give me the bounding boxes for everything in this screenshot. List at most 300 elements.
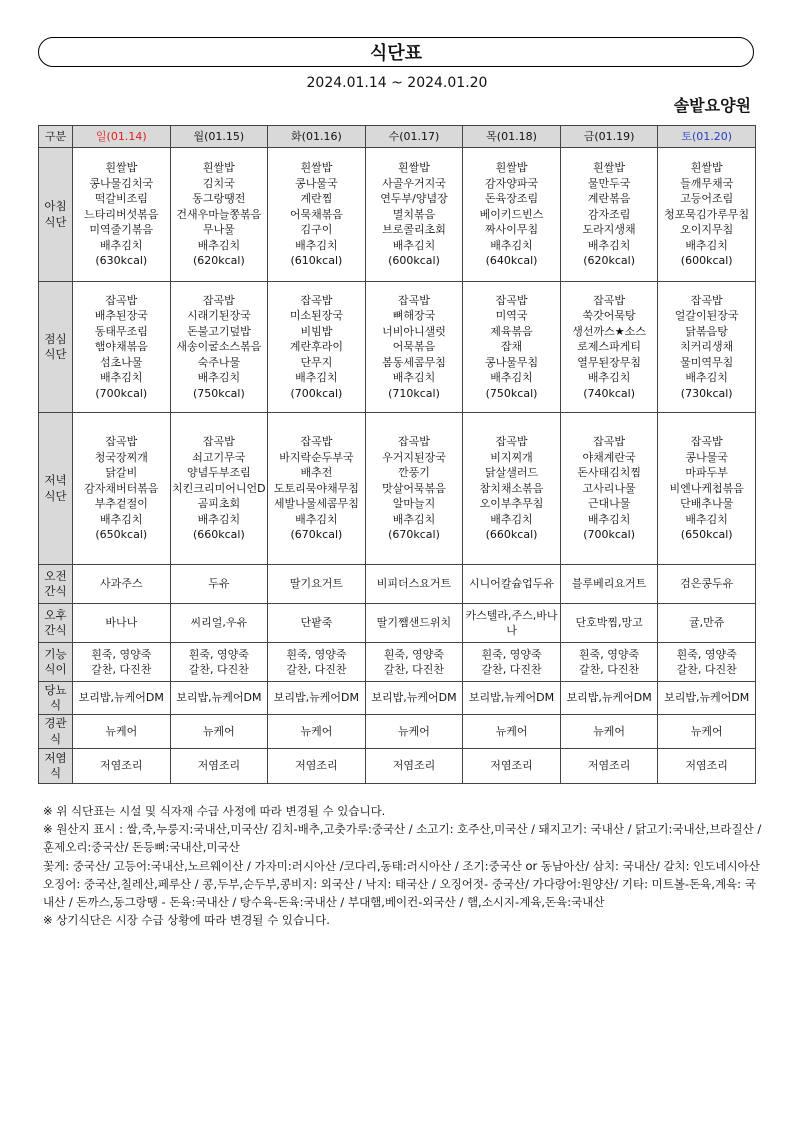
menu-item: (600kcal)	[388, 254, 440, 268]
menu-cell	[658, 715, 756, 749]
menu-item: 갈찬, 다진찬	[286, 663, 347, 676]
day-header-mon: 월(01.15)	[170, 126, 268, 148]
menu-cell	[463, 148, 561, 282]
menu-item: 저염조리	[392, 759, 436, 773]
menu-cell	[170, 148, 268, 282]
menu-item: 배추김치	[295, 238, 338, 252]
menu-item: 배추김치	[100, 238, 143, 252]
menu-item: 콩나물김치국	[89, 176, 154, 190]
menu-item: 무나물	[202, 223, 235, 237]
menu-item: 잡곡밥	[300, 435, 333, 449]
menu-cell	[73, 565, 171, 604]
note-line: ※ 상기식단은 시장 수급 상황에 따라 변경될 수 있습니다.	[43, 913, 330, 928]
menu-item: 흰죽, 영양죽	[481, 647, 542, 661]
menu-item: 블루베리요거트	[571, 577, 647, 591]
menu-item: 뉴케어	[202, 724, 235, 738]
menu-item: 흰죽, 영양죽	[286, 647, 347, 661]
menu-item: 떡갈비조림	[94, 192, 148, 206]
menu-item: 햄야채볶음	[94, 340, 148, 354]
menu-item: 비피더스요거트	[376, 577, 452, 591]
menu-item: 청국장찌개	[94, 450, 148, 464]
table-row-afternoon-snack	[39, 604, 756, 643]
menu-item: 미역줄기볶음	[89, 223, 154, 237]
day-header-sat: 토(01.20)	[658, 126, 756, 148]
menu-item: 카스텔라,주스,바나나	[465, 608, 558, 637]
menu-item: 비엔나케첩볶음	[669, 481, 744, 495]
note-line: 오징어: 중국산,칠레산,페루산 / 콩,두부,순두부,콩비지: 외국산 / 낙지: 태국산 / 오징어젓- 중국산/ 가다랑어:원양산/ 기타: 미트볼-돈육,계육: 국내산 / 돈까스,동그랑땡 - 돈육:국내산 / 탕수육-돈육:국내산 / 부대햄,베이컨-외국산 / 햄,소시지-계육,돈육:국내산	[43, 876, 756, 910]
menu-cell	[365, 604, 463, 643]
menu-cell	[560, 413, 658, 565]
menu-item: (700kcal)	[95, 386, 148, 400]
menu-item: (750kcal)	[485, 386, 538, 400]
menu-item: 배추김치	[392, 371, 436, 385]
menu-item: (650kcal)	[680, 528, 733, 542]
menu-cell	[170, 682, 268, 715]
menu-cell	[463, 565, 561, 604]
menu-item: 너비아니샐럿	[382, 324, 446, 338]
row-label-diabetic-diet	[39, 682, 73, 715]
row-label-line: 당뇨	[44, 682, 67, 697]
menu-cell	[268, 148, 366, 282]
menu-item: 로제스파게티	[577, 340, 641, 354]
menu-item: 딸기요거트	[289, 577, 343, 591]
menu-item: 보리밥,뉴케어DM	[78, 691, 164, 705]
menu-item: 흰죽, 영양죽	[676, 647, 737, 661]
menu-cell	[463, 604, 561, 643]
menu-cell	[560, 565, 658, 604]
menu-item: 배추김치	[685, 512, 728, 526]
menu-cell	[268, 643, 366, 682]
menu-item: 치커리생채	[680, 340, 734, 354]
menu-item: 보리밥,뉴케어DM	[664, 691, 750, 705]
menu-item: 저염조리	[197, 759, 241, 773]
menu-item: 야채계란국	[582, 450, 636, 464]
menu-item: 닭갈비	[105, 466, 138, 480]
menu-item: 물만두국	[587, 176, 631, 190]
menu-item: 짜사이무침	[484, 223, 539, 237]
menu-cell	[463, 682, 561, 715]
menu-item: 흰쌀밥	[105, 161, 138, 175]
row-label-line: 오후	[44, 607, 67, 622]
menu-item: 우거지된장국	[382, 450, 446, 464]
menu-cell	[365, 715, 463, 749]
menu-item: (610kcal)	[290, 254, 343, 268]
menu-item: 쇠고기무국	[192, 450, 246, 464]
menu-cell	[658, 643, 756, 682]
menu-item: (700kcal)	[583, 528, 635, 542]
menu-cell	[365, 682, 463, 715]
menu-item: (640kcal)	[485, 254, 538, 268]
menu-item: 쑥갓어묵탕	[582, 309, 636, 323]
menu-cell	[560, 643, 658, 682]
menu-item: 어묵채볶음	[289, 207, 343, 221]
menu-item: 돈육장조림	[484, 192, 539, 206]
menu-item: (750kcal)	[192, 386, 245, 400]
menu-item: 양념두부조림	[186, 466, 251, 480]
menu-item: 잡곡밥	[105, 293, 138, 307]
menu-item: 잡곡밥	[690, 435, 723, 449]
notes-section	[43, 802, 763, 929]
menu-item: 감자조림	[587, 207, 631, 221]
menu-item: 콩나물무침	[484, 355, 539, 369]
menu-item: 베이키드빈스	[479, 207, 544, 221]
menu-item: 잡곡밥	[300, 293, 333, 307]
table-row-diabetic-diet	[39, 682, 756, 715]
menu-cell	[73, 643, 171, 682]
day-header-wed: 수(01.17)	[365, 126, 463, 148]
menu-item: 바나나	[105, 616, 138, 630]
menu-item: 브로콜리초회	[382, 223, 446, 237]
menu-item: 닭살샐러드	[484, 466, 539, 480]
menu-item: 단배추나물	[680, 497, 734, 511]
menu-item: 흰죽, 영양죽	[383, 647, 445, 661]
menu-cell	[463, 282, 561, 413]
row-label-line: 식단	[44, 347, 67, 361]
menu-item: 흰쌀밥	[593, 161, 626, 175]
table-row-morning-snack	[39, 565, 756, 604]
note-line: 꽃게: 중국산/ 고등어:국내산,노르웨이산 / 가자미:러시아산 /코다리,동태:러시아산 / 조기:중국산 or 동남아산/ 삼치: 국내산/ 갈치: 인도네시아산	[43, 858, 760, 873]
menu-item: (620kcal)	[583, 254, 635, 268]
facility-name: 솔밭요양원	[673, 96, 751, 115]
menu-item: (660kcal)	[485, 528, 538, 542]
menu-table-body	[39, 148, 756, 784]
menu-item: 배추김치	[197, 371, 241, 385]
menu-item: 얼갈이된장국	[674, 309, 739, 323]
menu-cell	[73, 715, 171, 749]
menu-item: 미소된장국	[289, 309, 343, 323]
menu-item: 뼈해장국	[392, 309, 436, 323]
menu-item: 시래기된장국	[186, 309, 251, 323]
menu-cell	[463, 643, 561, 682]
menu-item: 흰쌀밥	[690, 161, 723, 175]
menu-item: 돈사태김치찜	[577, 466, 641, 480]
menu-cell	[365, 413, 463, 565]
menu-cell	[658, 604, 756, 643]
menu-item: 저염조리	[587, 759, 631, 773]
menu-item: 잡채	[500, 340, 523, 354]
day-header-sun: 일(01.14)	[73, 126, 171, 148]
menu-item: 잡곡밥	[593, 435, 626, 449]
menu-item: 흰죽, 영양죽	[188, 647, 249, 661]
menu-item: 뉴케어	[300, 724, 333, 738]
menu-item: 잡곡밥	[202, 435, 235, 449]
menu-item: 배추김치	[490, 512, 533, 526]
menu-item: 검은콩두유	[680, 577, 734, 591]
menu-item: 시니어칼슘업두유	[469, 577, 555, 591]
row-label-line: 아침	[44, 199, 67, 213]
menu-item: 두유	[208, 577, 230, 591]
menu-cell	[170, 715, 268, 749]
row-label-line: 식이	[44, 662, 67, 676]
menu-cell	[560, 682, 658, 715]
menu-item: 참치채소볶음	[479, 481, 544, 495]
menu-item: 배추김치	[587, 238, 631, 252]
menu-item: 뉴케어	[398, 724, 430, 738]
menu-item: 배추김치	[587, 512, 631, 526]
menu-item: 보리밥,뉴케어DM	[566, 691, 652, 705]
menu-item: 곰피초회	[197, 497, 241, 511]
menu-cell	[73, 282, 171, 413]
menu-item: 잡곡밥	[398, 293, 430, 307]
menu-item: 미역국	[495, 309, 528, 323]
menu-item: (620kcal)	[192, 254, 245, 268]
row-label-line: 경관	[44, 716, 67, 730]
menu-item: 들깨무채국	[680, 176, 734, 190]
menu-cell	[560, 715, 658, 749]
menu-item: 갈찬, 다진찬	[383, 663, 445, 676]
menu-item: 콩나물국	[295, 176, 338, 190]
menu-item: 흰쌀밥	[202, 161, 235, 175]
menu-item: 배추전	[300, 466, 333, 480]
menu-item: 단무지	[300, 355, 333, 369]
menu-item: 저염조리	[100, 759, 143, 773]
menu-cell	[463, 749, 561, 784]
menu-item: 갈찬, 다진찬	[188, 663, 249, 676]
menu-table	[38, 125, 756, 784]
menu-cell	[560, 749, 658, 784]
menu-item: 보리밥,뉴케어DM	[371, 691, 457, 705]
menu-item: (660kcal)	[192, 528, 245, 542]
table-row-low-salt-diet	[39, 749, 756, 784]
menu-item: 마파두부	[685, 466, 728, 480]
table-row-functional-diet	[39, 643, 756, 682]
menu-item: 갈찬, 다진찬	[579, 663, 640, 676]
menu-item: 닭볶음탕	[685, 324, 728, 338]
menu-item: 동그랑땡전	[192, 192, 246, 206]
row-label-afternoon-snack	[39, 604, 73, 643]
menu-cell	[73, 682, 171, 715]
menu-item: 느타리버섯볶음	[84, 207, 159, 221]
menu-cell	[658, 282, 756, 413]
menu-item: 도라지생채	[582, 223, 636, 237]
menu-cell	[365, 749, 463, 784]
menu-cell	[268, 749, 366, 784]
menu-item: 콩나물국	[685, 450, 728, 464]
menu-cell	[170, 413, 268, 565]
table-row-dinner	[39, 413, 756, 565]
menu-item: (700kcal)	[290, 386, 343, 400]
menu-item: 고사리나물	[582, 481, 636, 495]
menu-item: (670kcal)	[290, 528, 343, 542]
menu-item: 사과주스	[100, 577, 143, 591]
row-label-morning-snack	[39, 565, 73, 604]
menu-cell	[268, 565, 366, 604]
row-label-low-salt-diet	[39, 749, 73, 784]
menu-item: 비빔밥	[300, 324, 333, 338]
menu-item: 김치국	[202, 176, 235, 190]
menu-item: 숙주나물	[197, 355, 241, 369]
menu-item: 저염조리	[295, 759, 338, 773]
menu-cell	[463, 715, 561, 749]
day-header-thu: 목(01.18)	[463, 126, 561, 148]
menu-item: 감자채버터볶음	[84, 481, 159, 495]
menu-item: 생선까스★소스	[572, 324, 646, 338]
menu-item: 단팥죽	[300, 616, 333, 630]
menu-item: 오이부추무침	[479, 497, 544, 511]
page-title: 식단표	[369, 43, 423, 64]
menu-item: 제육볶음	[490, 324, 533, 338]
row-label-line: 식단	[44, 488, 67, 503]
row-label-line: 저녁	[44, 473, 67, 487]
row-label-functional-diet	[39, 643, 73, 682]
menu-item: 배추김치	[295, 512, 338, 526]
menu-item: 뉴케어	[690, 724, 723, 738]
menu-item: 보리밥,뉴케어DM	[468, 691, 555, 705]
menu-item: 새송이굴소스볶음	[176, 340, 262, 354]
menu-item: (630kcal)	[95, 254, 148, 268]
menu-item: 근대나물	[587, 497, 631, 511]
note-line: ※ 위 식단표는 시설 및 식자재 수급 사정에 따라 변경될 수 있습니다.	[43, 804, 386, 818]
menu-item: 치킨크리미어니언D	[172, 481, 266, 495]
menu-item: 멸치볶음	[392, 207, 436, 221]
menu-item: 부추겉절이	[94, 497, 148, 511]
menu-item: 계란찜	[300, 192, 333, 206]
menu-item: (670kcal)	[388, 528, 440, 542]
menu-item: 물미역무침	[680, 355, 734, 369]
menu-item: 바지락순두부국	[279, 450, 354, 464]
menu-item: 갈찬, 다진찬	[91, 663, 152, 676]
menu-item: 배추김치	[197, 512, 241, 526]
menu-item: 고등어조림	[680, 192, 734, 206]
table-header-row	[39, 126, 756, 148]
row-label-line: 식단	[44, 214, 67, 229]
menu-item: 잡곡밥	[398, 435, 430, 449]
menu-cell	[268, 282, 366, 413]
menu-item: 청포묵김가루무침	[664, 207, 750, 221]
menu-cell	[365, 148, 463, 282]
menu-item: (600kcal)	[680, 254, 733, 268]
menu-item: 흰죽, 영양죽	[579, 647, 640, 661]
menu-cell	[268, 682, 366, 715]
row-label-line: 간식	[44, 623, 67, 637]
menu-cell	[560, 148, 658, 282]
menu-item: 오이지무침	[680, 223, 734, 237]
menu-item: 잡곡밥	[202, 293, 235, 307]
menu-cell	[73, 749, 171, 784]
table-row-breakfast	[39, 148, 756, 282]
menu-item: 섬초나물	[100, 355, 143, 369]
menu-cell	[170, 749, 268, 784]
menu-item: 보리밥,뉴케어DM	[176, 691, 262, 705]
menu-item: 잡곡밥	[495, 435, 528, 449]
menu-item: 배추김치	[490, 238, 533, 252]
menu-item: 사골우거지국	[382, 176, 446, 190]
menu-cell	[268, 715, 366, 749]
menu-item: (740kcal)	[583, 386, 635, 400]
menu-item: 건새우마늘쫑볶음	[176, 207, 262, 221]
menu-item: 뉴케어	[593, 724, 626, 738]
row-label-line: 기능	[44, 646, 67, 661]
row-label-line: 식	[49, 731, 62, 746]
menu-item: 김구이	[300, 223, 333, 237]
menu-item: 도토리묵야채무침	[273, 481, 359, 495]
menu-item: 계란후라이	[289, 340, 343, 354]
menu-cell	[73, 148, 171, 282]
menu-item: 비지찌개	[490, 450, 533, 464]
menu-cell	[365, 565, 463, 604]
table-row-lunch	[39, 282, 756, 413]
menu-item: 배추김치	[685, 371, 728, 385]
menu-cell	[170, 565, 268, 604]
row-label-line: 저염	[44, 750, 67, 765]
day-header-fri: 금(01.19)	[560, 126, 658, 148]
menu-item: (650kcal)	[95, 528, 148, 542]
row-label-dinner	[39, 413, 73, 565]
menu-item: 뉴케어	[105, 724, 138, 738]
note-line: ※ 원산지 표시 : 쌀,죽,누룽지:국내산,미국산/ 김치-배추,고춧가루:중국산 / 소고기: 호주산,미국산 / 돼지고기: 국내산 / 닭고기:국내산,브라질산 / 훈제오리:중국산/ 돈등뼈:국내산,미국산	[43, 822, 762, 855]
menu-item: 배추김치	[295, 371, 338, 385]
menu-item: 배추김치	[100, 512, 143, 526]
menu-item: (710kcal)	[388, 386, 440, 400]
page-title-box	[38, 37, 754, 67]
menu-item: 잡곡밥	[105, 435, 138, 449]
row-label-breakfast	[39, 148, 73, 282]
menu-item: 배추김치	[587, 371, 631, 385]
menu-item: 배추김치	[392, 512, 436, 526]
menu-item: 흰쌀밥	[398, 161, 430, 175]
menu-item: 배추김치	[490, 371, 533, 385]
row-label-lunch	[39, 282, 73, 413]
menu-item: 뉴케어	[495, 724, 528, 738]
menu-cell	[658, 413, 756, 565]
menu-item: 봄동세콤무침	[382, 355, 446, 369]
menu-cell	[170, 604, 268, 643]
menu-cell	[560, 604, 658, 643]
menu-cell	[658, 565, 756, 604]
menu-item: 흰쌀밥	[300, 161, 333, 175]
menu-cell	[365, 643, 463, 682]
menu-item: 맛살어묵볶음	[382, 481, 446, 495]
menu-cell	[73, 604, 171, 643]
menu-cell	[170, 643, 268, 682]
menu-item: 동태무조림	[94, 324, 148, 338]
menu-cell	[268, 604, 366, 643]
menu-item: 어묵볶음	[392, 340, 436, 354]
menu-item: 잡곡밥	[593, 293, 626, 307]
corner-header: 구분	[39, 126, 73, 148]
menu-item: 배추된장국	[94, 309, 148, 323]
table-row-tube-feeding	[39, 715, 756, 749]
row-label-line: 점심	[44, 331, 67, 346]
menu-cell	[170, 282, 268, 413]
menu-item: 갈찬, 다진찬	[676, 663, 737, 676]
menu-item: 보리밥,뉴케어DM	[273, 691, 360, 705]
menu-cell	[658, 749, 756, 784]
menu-item: 씨리얼,우유	[190, 616, 248, 630]
menu-cell	[268, 413, 366, 565]
row-label-tube-feeding	[39, 715, 73, 749]
menu-item: 저염조리	[685, 759, 728, 773]
menu-cell	[658, 682, 756, 715]
menu-item: 단호박찜,망고	[575, 616, 643, 630]
menu-item: 딸기쨈샌드위치	[376, 616, 452, 630]
menu-item: 배추김치	[685, 238, 728, 252]
menu-item: 돈불고기덮밥	[186, 324, 251, 338]
menu-item: 잡곡밥	[690, 293, 723, 307]
menu-cell	[658, 148, 756, 282]
date-range: 2024.01.14 ~ 2024.01.20	[306, 75, 488, 91]
row-label-line: 오전	[44, 568, 67, 583]
menu-item: 흰쌀밥	[495, 161, 528, 175]
menu-item: 배추김치	[100, 371, 143, 385]
menu-item: 배추김치	[197, 238, 241, 252]
menu-item: 갈찬, 다진찬	[481, 663, 542, 676]
menu-cell	[463, 413, 561, 565]
row-label-line: 식	[49, 766, 62, 780]
menu-item: 세발나물세콤무침	[273, 497, 359, 511]
menu-item: (730kcal)	[680, 386, 733, 400]
menu-item: 잡곡밥	[495, 293, 528, 307]
